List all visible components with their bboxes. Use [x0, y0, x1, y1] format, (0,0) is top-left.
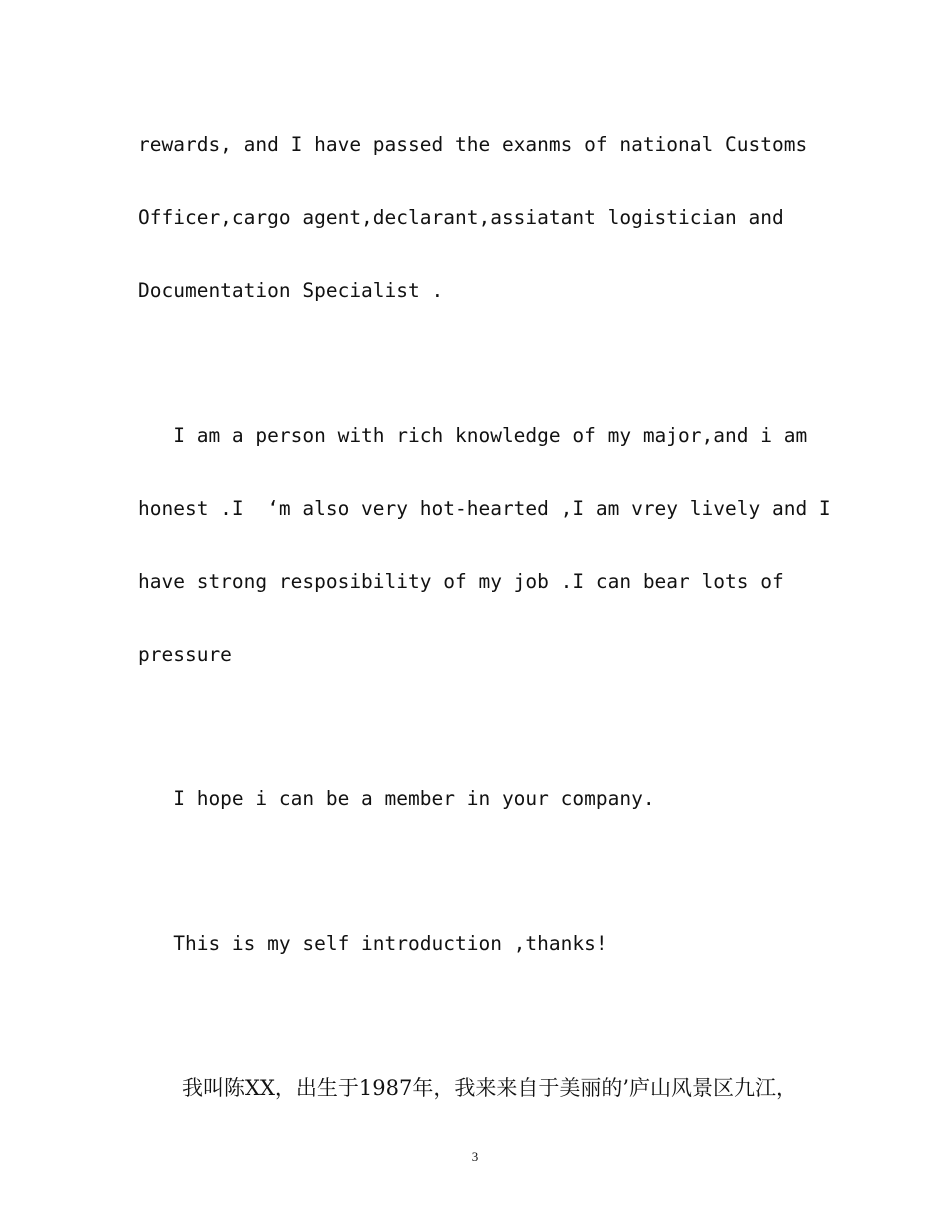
text-line: I am a person with rich knowledge of my major,and i am	[138, 424, 808, 447]
text-line: have strong resposibility of my job .I can bear lots of	[138, 570, 784, 593]
text-line: I hope i can be a member in your company.	[138, 787, 655, 810]
text-line: Officer,cargo agent,declarant,assiatant logistician and	[138, 206, 784, 229]
text-line: pressure	[138, 643, 232, 666]
text-line: Documentation Specialist .	[138, 279, 444, 302]
text-line: This is my self introduction ,thanks!	[138, 932, 608, 955]
page-number: 3	[471, 1149, 479, 1164]
text-line-chinese: 我叫陈XX，出生于1987年，我来来自于美丽的’庐山风景区九江，	[182, 1076, 798, 1100]
text-line: rewards, and I have passed the exanms of national Customs	[138, 133, 808, 156]
text-line: honest .I ‘m also very hot-hearted ,I am vrey lively and I	[138, 497, 831, 520]
